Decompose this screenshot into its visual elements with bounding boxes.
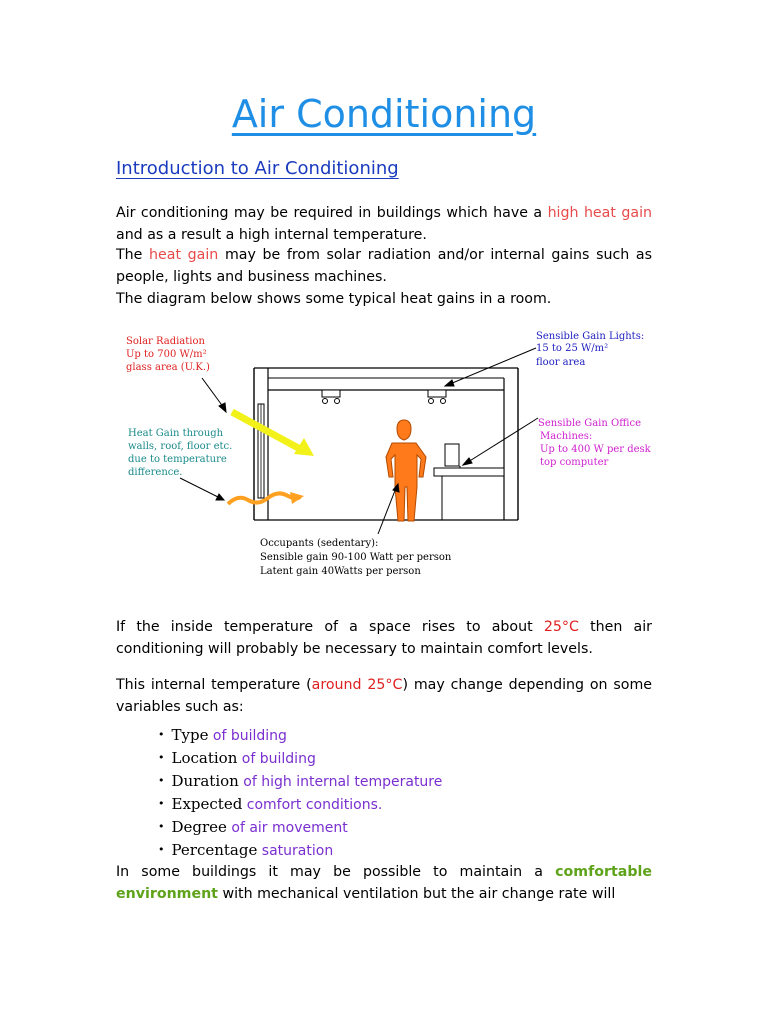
ceiling-light-icon (322, 390, 340, 404)
heat-gain-label: Heat Gain through walls, roof, floor etc. due to temperature difference. (128, 428, 233, 478)
list-item: • Percentage saturation (158, 839, 442, 862)
heat-gain-highlight: heat gain (149, 247, 219, 263)
heat-gain-diagram (108, 322, 668, 584)
comfortable-environment-highlight: comfortable environment (116, 864, 652, 902)
intro-paragraph-2: The heat gain may be from solar radiation and/or internal gains such as people, lights and business machines. (116, 247, 652, 285)
page-title: Air Conditioning (231, 92, 537, 136)
around-25-highlight: around 25° (311, 677, 393, 693)
list-item: • Degree of air movement (158, 816, 442, 839)
intro-paragraph-1: Air conditioning may be required in buildings which have a high heat gain and as a result a high internal temperature. (116, 205, 652, 243)
heat-transfer-arrow-icon (228, 492, 304, 504)
ceiling-light-icon (428, 390, 446, 404)
solar-label: Solar Radiation Up to 700 W/m² glass area (U.K.) (126, 336, 210, 373)
list-item: • Location of building (158, 747, 442, 770)
temperature-paragraph-1: If the inside temperature of a space rises to about 25°C then air conditioning will probably be necessary to maintain comfort levels. (116, 619, 652, 657)
desk-computer-icon (434, 444, 504, 520)
final-paragraph: In some buildings it may be possible to maintain a comfortable environment with mechanical ventilation but the air change rate will (116, 864, 652, 902)
occupants-label: Occupants (sedentary): Sensible gain 90-100 Watt per person Latent gain 40Watts per person (260, 538, 452, 577)
temperature-paragraph-2: This internal temperature (around 25°C) may change depending on some variables such as: (116, 677, 652, 715)
lights-label: Sensible Gain Lights: 15 to 25 W/m² floor area (536, 331, 645, 368)
temperature-highlight: 25°C (543, 619, 579, 635)
high-heat-gain-highlight: high heat gain (547, 205, 652, 221)
list-item: • Expected comfort conditions. (158, 793, 442, 816)
person-icon (386, 420, 426, 521)
variables-list (158, 724, 442, 862)
intro-paragraph-3: The diagram below shows some typical heat gains in a room. (116, 291, 552, 307)
list-item: • Duration of high internal temperature (158, 770, 442, 793)
office-machines-label: Sensible Gain Office Machines: Up to 400 W per desk top computer (538, 418, 651, 468)
list-item: • Type of building (158, 724, 442, 747)
section-heading: Introduction to Air Conditioning (116, 158, 399, 179)
solar-radiation-arrow-icon (232, 412, 314, 456)
